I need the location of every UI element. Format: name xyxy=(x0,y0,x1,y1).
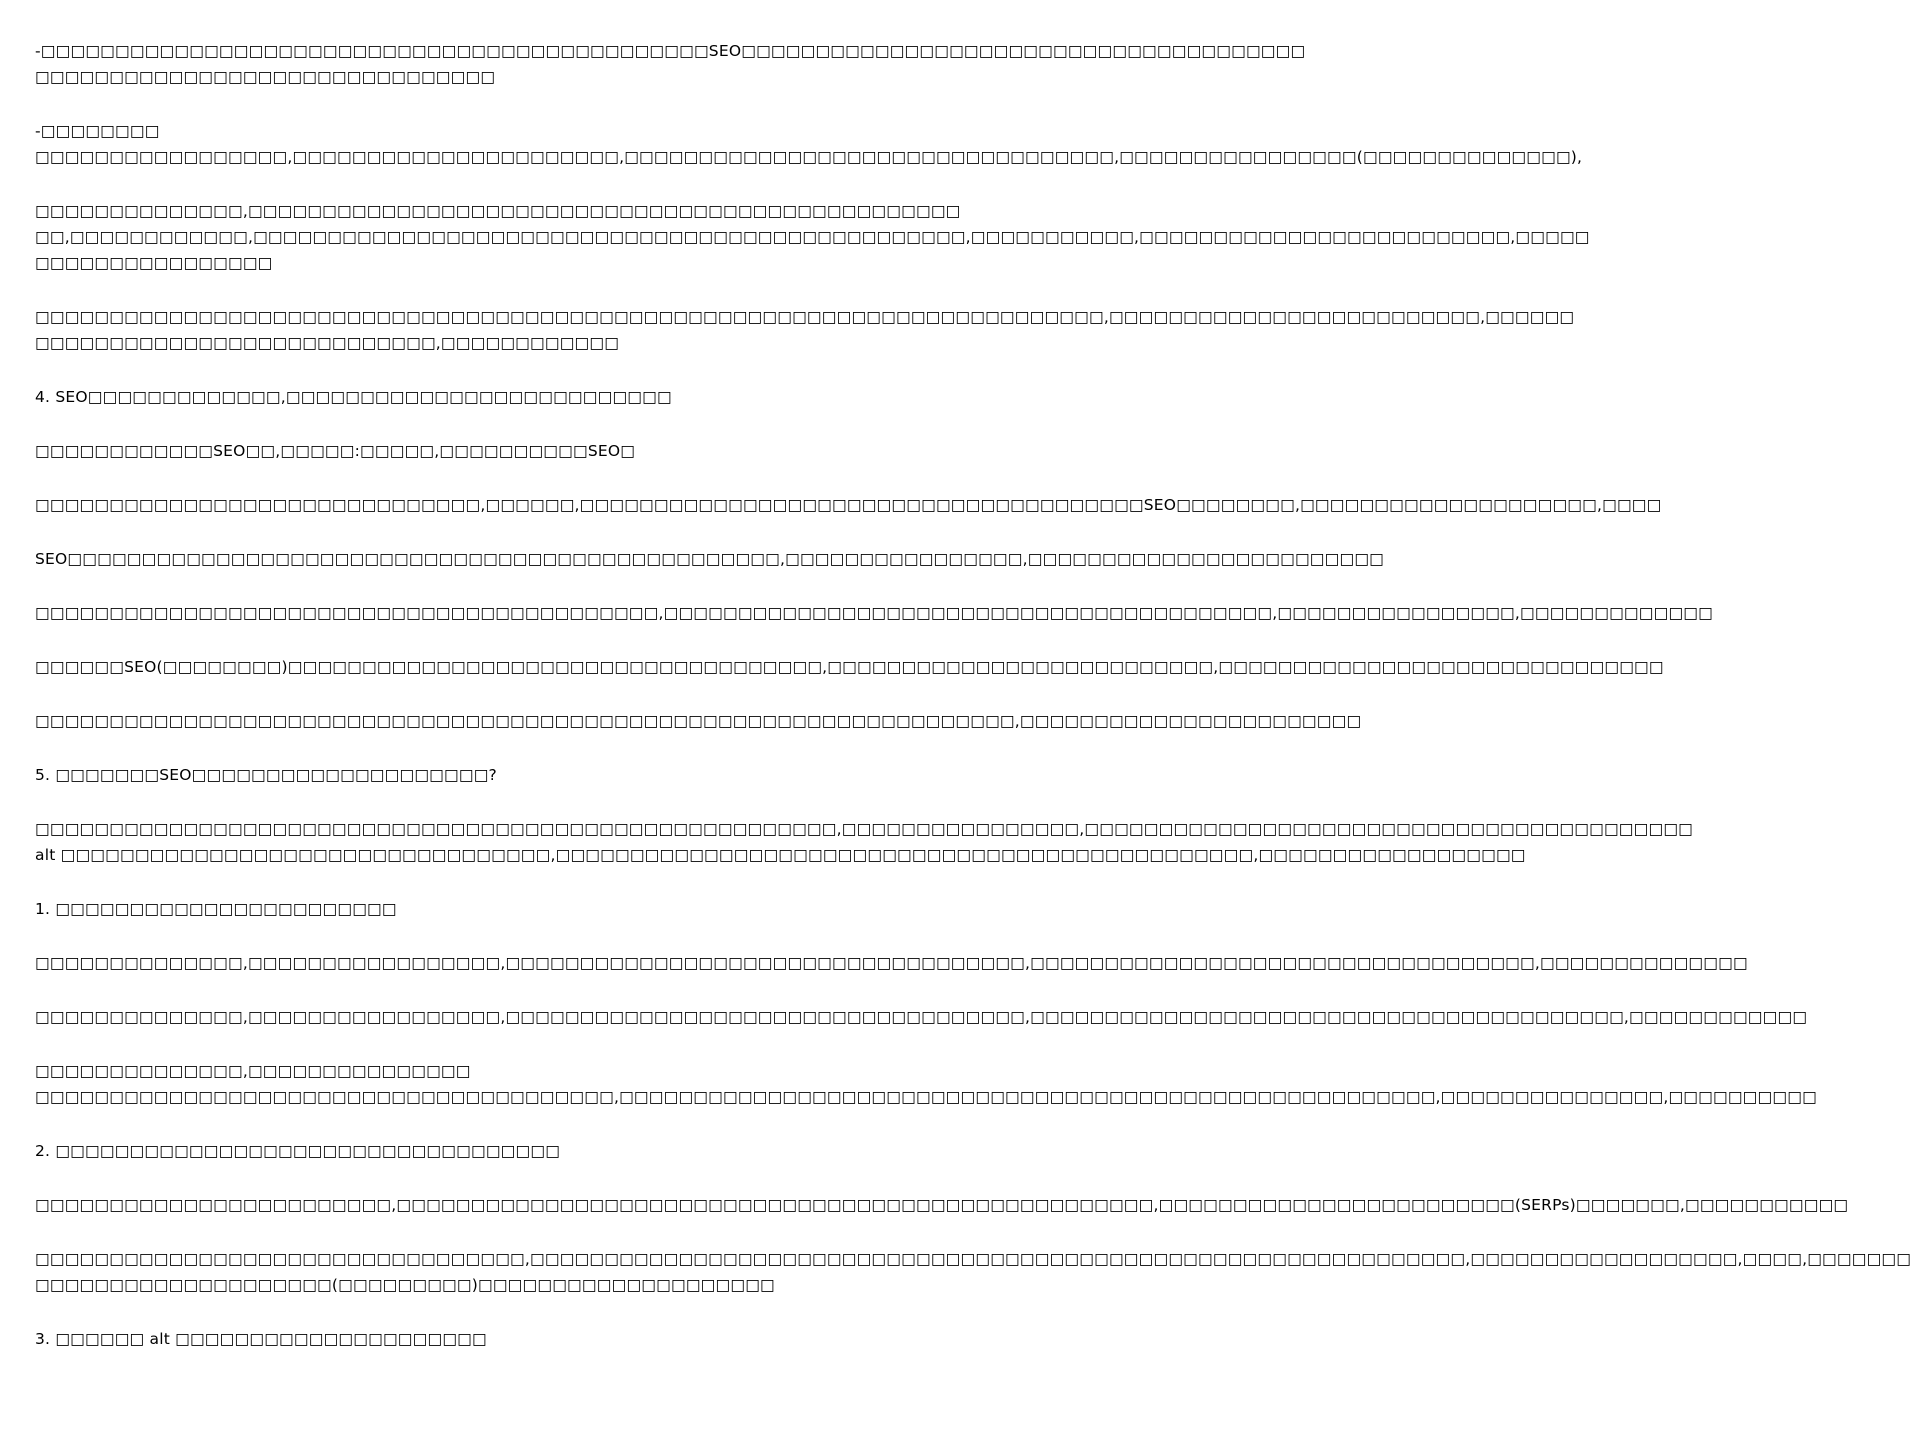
paragraph xyxy=(35,950,1748,976)
paragraph-gap xyxy=(35,976,990,1004)
text-line: 2. □□□□□□□□□□□□□□□□□□□□□□□□□□□□□□□□□□ xyxy=(35,1142,561,1160)
text-line: □□□□□□□□□□□□□□□□□□□□□□□□□□□,□□□□□□□□□□□□ xyxy=(35,334,620,352)
paragraph xyxy=(35,438,990,464)
paragraph xyxy=(35,654,1664,680)
text-line: 4. SEO□□□□□□□□□□□□□,□□□□□□□□□□□□□□□□□□□□□□□□□□ xyxy=(35,388,672,406)
text-line: -□□□□□□□□ xyxy=(35,122,160,140)
text-line: -□□□□□□□□□□□□□□□□□□□□□□□□□□□□□□□□□□□□□□□□□□□□□SEO□□□□□□□□□□□□□□□□□□□□□□□□□□□□□□□□□□□□□□ xyxy=(35,42,1306,60)
paragraph-gap xyxy=(35,868,990,896)
text-line: □□□□□□□□□□□□□□□□□□□□(□□□□□□□□□)□□□□□□□□□□□□□□□□□□□□ xyxy=(35,1276,775,1294)
paragraph xyxy=(35,492,1662,518)
text-line: 3. □□□□□□ alt □□□□□□□□□□□□□□□□□□□□□ xyxy=(35,1330,487,1348)
text-line: □□□□□□□□□□□□□□,□□□□□□□□□□□□□□□□□□□□□□□□□□□□□□□□□□□□□□□□□□□□□□□□ xyxy=(35,202,961,220)
paragraph xyxy=(35,1326,990,1352)
paragraph xyxy=(35,896,990,922)
paragraph-gap xyxy=(35,1110,990,1138)
text-line: □□□□□□□□□□□□□□□□□□□□□□□□□□□□□□□□□□□□□□□□□□,□□□□□□□□□□□□□□□□□□□□□□□□□□□□□□□□□□□□□□□□□,□□□□□□□□□□□□□□□□,□□□□□□□□□□□□□ xyxy=(35,604,1713,622)
document-body xyxy=(35,38,1911,1352)
paragraph-gap xyxy=(35,626,990,654)
paragraph-gap xyxy=(35,1298,990,1326)
paragraph xyxy=(35,1138,990,1164)
paragraph-gap xyxy=(35,1218,990,1246)
text-line: □□□□□□□□□□□□□□□□ xyxy=(35,254,273,272)
paragraph xyxy=(35,546,1385,572)
paragraph xyxy=(35,1192,1849,1218)
text-line: alt □□□□□□□□□□□□□□□□□□□□□□□□□□□□□□□□□,□□□□□□□□□□□□□□□□□□□□□□□□□□□□□□□□□□□□□□□□□□□□□□□,□□□□□□□□□□□□□□□□□□ xyxy=(35,846,1526,864)
paragraph-gap xyxy=(35,90,990,118)
paragraph-gap xyxy=(35,410,990,438)
text-line: SEO□□□□□□□□□□□□□□□□□□□□□□□□□□□□□□□□□□□□□□□□□□□□□□□□,□□□□□□□□□□□□□□□□,□□□□□□□□□□□□□□□□□□□□□□□□ xyxy=(35,550,1385,568)
text-line: 1. □□□□□□□□□□□□□□□□□□□□□□□ xyxy=(35,900,397,918)
text-line: □□□□□□□□□□□□□□,□□□□□□□□□□□□□□□□□,□□□□□□□□□□□□□□□□□□□□□□□□□□□□□□□□□□□,□□□□□□□□□□□□□□□□□□□□□□□□□□□□□□□□□□,□□□□□□□□□□□□□□ xyxy=(35,954,1748,972)
text-line: □□□□□□□□□□□□□□□□□,□□□□□□□□□□□□□□□□□□□□□□,□□□□□□□□□□□□□□□□□□□□□□□□□□□□□□□□□,□□□□□□□□□□□□□□□□(□□□□□□□□□□□□□□), xyxy=(35,148,1583,166)
text-line: □□□□□□□□□□□□□□,□□□□□□□□□□□□□□□□□,□□□□□□□□□□□□□□□□□□□□□□□□□□□□□□□□□□□,□□□□□□□□□□□□□□□□□□□□□□□□□□□□□□□□□□□□□□□□,□□□□□□□□□□□□ xyxy=(35,1008,1808,1026)
text-line: 5. □□□□□□□SEO□□□□□□□□□□□□□□□□□□□□? xyxy=(35,766,497,784)
paragraph-gap xyxy=(35,356,990,384)
paragraph-gap xyxy=(35,734,990,762)
paragraph-gap xyxy=(35,1164,990,1192)
text-line: □□□□□□□□□□□□□□□□□□□□□□□□□□□□□□□□□□□□□□□,□□□□□□□□□□□□□□□□□□□□□□□□□□□□□□□□□□□□□□□□□□□□□□□□□□□□□□□,□□□□□□□□□□□□□□□,□□□□□□□□□□ xyxy=(35,1088,1817,1106)
text-line: □□□□□□□□□□□□□□□□□□□□□□□□□□□□□□□□□,□□□□□□□□□□□□□□□□□□□□□□□□□□□□□□□□□□□□□□□□□□□□□□□□□□□□□□□□□□□□□□□,□□□□□□□□□□□□□□□□□□,□□□□,□□□□□□□ xyxy=(35,1250,1911,1268)
paragraph xyxy=(35,816,1694,868)
paragraph-gap xyxy=(35,464,990,492)
text-line: □□□□□□□□□□□□□□□□□□□□□□□□,□□□□□□□□□□□□□□□□□□□□□□□□□□□□□□□□□□□□□□□□□□□□□□□□□□□,□□□□□□□□□□□□□□□□□□□□□□□□(SERPs)□□□□□□□,□□□□□□□□□□□ xyxy=(35,1196,1849,1214)
text-line: □□,□□□□□□□□□□□□,□□□□□□□□□□□□□□□□□□□□□□□□□□□□□□□□□□□□□□□□□□□□□□□□,□□□□□□□□□□□,□□□□□□□□□□□□□□□□□□□□□□□□□,□□□□□ xyxy=(35,228,1590,246)
paragraph xyxy=(35,1058,1817,1110)
paragraph-gap xyxy=(35,572,990,600)
text-line: □□□□□□□□□□□□□□□□□□□□□□□□□□□□□□,□□□□□□,□□□□□□□□□□□□□□□□□□□□□□□□□□□□□□□□□□□□□□SEO□□□□□□□□,□□□□□□□□□□□□□□□□□□□□,□□□□ xyxy=(35,496,1662,514)
text-line: □□□□□□□□□□□□□□□□□□□□□□□□□□□□□□□□□□□□□□□□□□□□□□□□□□□□□□□□□□□□□□□□□□,□□□□□□□□□□□□□□□□□□□□□□□ xyxy=(35,712,1362,730)
paragraph xyxy=(35,198,1590,276)
paragraph-gap xyxy=(35,788,990,816)
paragraph xyxy=(35,1246,1911,1298)
text-line: □□□□□□□□□□□□□□□□□□□□□□□□□□□□□□□□□□□□□□□□□□□□□□□□□□□□□□□□□□□□□□□□□□□□□□□□,□□□□□□□□□□□□□□□□□□□□□□□□□,□□□□□□ xyxy=(35,308,1575,326)
text-line: □□□□□□□□□□□□□□□□□□□□□□□□□□□□□□□ xyxy=(35,68,496,86)
paragraph-gap xyxy=(35,276,990,304)
paragraph xyxy=(35,304,1575,356)
paragraph-gap xyxy=(35,680,990,708)
text-line: □□□□□□□□□□□□SEO□□,□□□□□:□□□□□,□□□□□□□□□□SEO□ xyxy=(35,442,636,460)
paragraph xyxy=(35,38,1306,90)
paragraph-gap xyxy=(35,170,990,198)
paragraph-gap xyxy=(35,1030,990,1058)
paragraph-gap xyxy=(35,922,990,950)
paragraph xyxy=(35,600,1713,626)
text-line: □□□□□□□□□□□□□□□□□□□□□□□□□□□□□□□□□□□□□□□□□□□□□□□□□□□□□□,□□□□□□□□□□□□□□□□,□□□□□□□□□□□□□□□□□□□□□□□□□□□□□□□□□□□□□□□□□ xyxy=(35,820,1694,838)
paragraph xyxy=(35,762,990,788)
text-line: □□□□□□□□□□□□□□,□□□□□□□□□□□□□□□ xyxy=(35,1062,471,1080)
paragraph xyxy=(35,384,990,410)
paragraph xyxy=(35,708,1362,734)
paragraph xyxy=(35,118,1583,170)
text-line: □□□□□□SEO(□□□□□□□□)□□□□□□□□□□□□□□□□□□□□□□□□□□□□□□□□□□□□,□□□□□□□□□□□□□□□□□□□□□□□□□□,□□□□□□□□□□□□□□□□□□□□□□□□□□□□□□ xyxy=(35,658,1664,676)
paragraph xyxy=(35,1004,1808,1030)
paragraph-gap xyxy=(35,518,990,546)
